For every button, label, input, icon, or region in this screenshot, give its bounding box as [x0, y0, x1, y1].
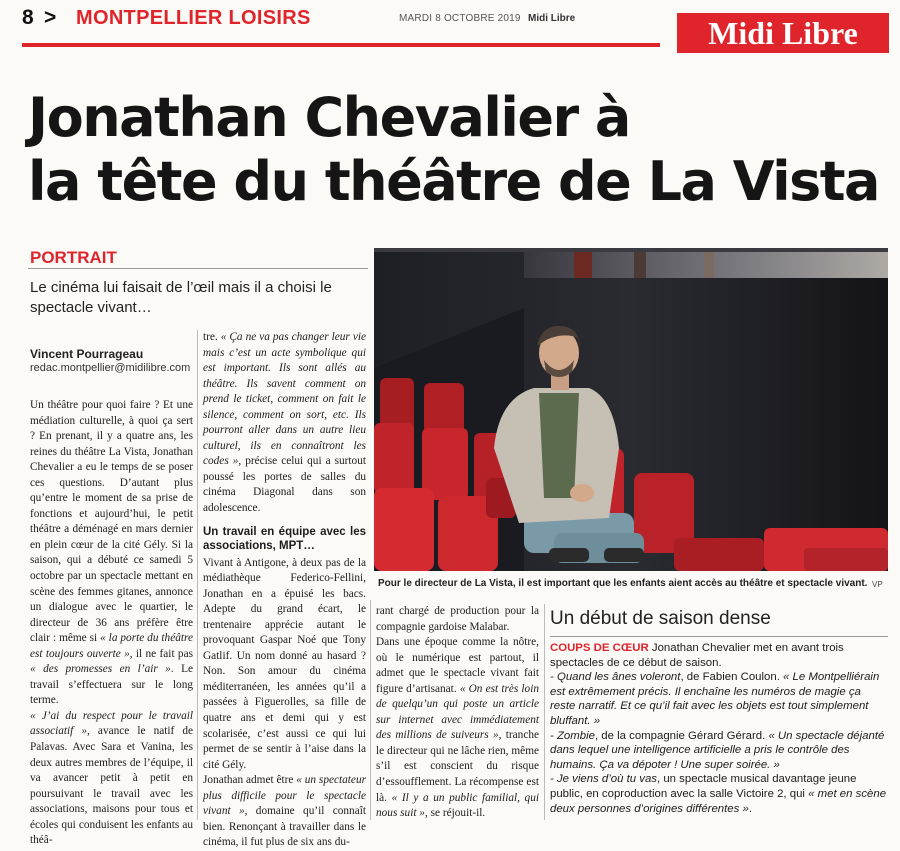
kicker-rule	[28, 268, 368, 269]
paragraph: Vivant à Antigone, à deux pas de la médiathèque Federico-Fellini, Jonathan en a épuisé les bacs. Adepte du grand écart, le trentenaire apprécie autant le provoquant Gaspar Noé que Tony Gatlif. Un nom donné au hasard ? Non. Son amour du cinéma méditerranéen, les années qu’il a passées à Figuerolles, sa fille de quatre ans et demi qui y est scolarisée, c’est aussi ce qui lui permet de se sentir à l’aise dans la cité Gély.	[203, 556, 366, 771]
article-headline	[28, 86, 888, 214]
box-lead: COUPS DE CŒUR Jonathan Chevalier met en avant trois spectacles de ce début de saison.	[550, 642, 844, 669]
page-arrow: >	[44, 6, 57, 29]
paragraph: tre. « Ça ne va pas changer leur vie mais c’est un acte symbolique qui est important. Ils sont allés au théâtre. Ils savent comment on prend le ticket, comment on fait le silence, comment on sort, etc. Ils pourront aller dans un autre lieu culturel, ils en connaîtront les codes », précise celui qui a surtout poussé les portes de salles du cinéma Diagonal dans son adolescence.	[203, 331, 366, 515]
section-title: MONTPELLIER LOISIRS	[76, 7, 311, 29]
paragraph: Un théâtre pour quoi faire ? Et une médiation culturelle, à quoi ça sert ? En prenant, il y a quatre ans, les reines du théâtre La Vista, Jonathan Chevalier a eu le temps de se poser ces questions. D’autant plus qu’entre le moment de sa prise de fonctions et aujourd’hui, le petit théâtre a déménagé en mars dernier en plein cœur de la cité Gély. Si la saison, qui a débuté ce samedi 5 octobre par un spectacle mettant en scène des femmes gitanes, annonce un dialogue avec le quartier, le directeur de 36 ans préfère être clair : même si « la porte du théâtre est toujours ouverte », il ne fait pas « des promesses en l’air ». Le travail s’effectuera sur le long terme.	[30, 399, 193, 707]
midi-libre-logo: Midi Libre	[677, 13, 889, 53]
article-column-3	[376, 604, 539, 822]
paragraph: rant chargé de production pour la compagnie gardoise Malabar.	[376, 605, 539, 633]
header-rule	[22, 43, 660, 47]
page-number: 8	[22, 6, 34, 29]
paper-name: Midi Libre	[528, 13, 576, 24]
column-divider	[544, 604, 545, 820]
box-title: Un début de saison dense	[550, 608, 771, 629]
column-divider	[197, 330, 198, 820]
paragraph: « J’ai du respect pour le travail associatif », avance le natif de Palavas. Avec Sara et Vanina, les deux autres membres de l’équipe, il va avancer petit à petit en poursuivant le travail avec les associations, maisons pour tous et écoles qui conduisent les enfants au théâ-	[30, 709, 193, 847]
paragraph: Dans une époque comme la nôtre, où le numérique est partout, il admet que le spectacle vivant fait figure d’artisanat. « On est très loin de quelqu’un qui poste un article sur internet avec immédiatement des millions de suiveurs », tranche le directeur qui ne lâche rien, même s’il est conscient du risque d’essoufflement. La récompense est là. « Il y a un public familial, qui nous suit », se réjouit-il.	[376, 636, 540, 820]
photo-caption: Pour le directeur de La Vista, il est important que les enfants aient accès au théâtre et spectacle vivant.	[378, 578, 868, 589]
headline-line-2: la tête du théâtre de La Vista	[28, 150, 879, 213]
highlights-box	[550, 641, 888, 816]
article-kicker: PORTRAIT	[30, 248, 117, 267]
box-item: - Quand les ânes voleront, de Fabien Coulon. « Le Montpelliérain est extrêmement précis. Il enchaîne les numéros de magie ça reste narratif. Et ce qu’il fait avec les objets est tout simplement bluffant. »	[550, 671, 880, 727]
article-column-2	[203, 330, 366, 851]
paragraph: Jonathan admet être « un spectateur plus difficile pour le spectacle vivant », domaine qu’il connaît bien. Renonçant à travailler dans le cinéma, il fut plus de six ans du-	[203, 774, 366, 849]
article-column-1	[30, 398, 193, 849]
article-subheading: Un travail en équipe avec les associations, MPT…	[203, 525, 366, 552]
article-standfirst: Le cinéma lui faisait de l’œil mais il a choisi le spectacle vivant…	[30, 279, 332, 316]
issue-date: MARDI 8 OCTOBRE 2019	[399, 13, 521, 24]
box-rule	[550, 636, 888, 637]
photo-credit: VP	[872, 580, 883, 589]
author-name: Vincent Pourrageau	[30, 347, 144, 361]
box-item: - Je viens d’où tu vas, un spectacle musical davantage jeune public, en coproduction avec la salle Victoire 2, qui « met en scène deux personnes d’origines différentes ».	[550, 773, 887, 815]
author-email: redac.montpellier@midilibre.com	[30, 362, 191, 374]
theatre-photo-illustration	[374, 248, 888, 571]
box-item: - Zombie, de la compagnie Gérard Gérard. « Un spectacle déjanté dans lequel une intelligence artificielle a pris le contrôle des humains. Ça va dépoter ! Une super soirée. »	[550, 729, 885, 771]
column-divider	[370, 600, 371, 820]
headline-line-1: Jonathan Chevalier à	[28, 86, 630, 149]
article-photo	[374, 248, 888, 571]
